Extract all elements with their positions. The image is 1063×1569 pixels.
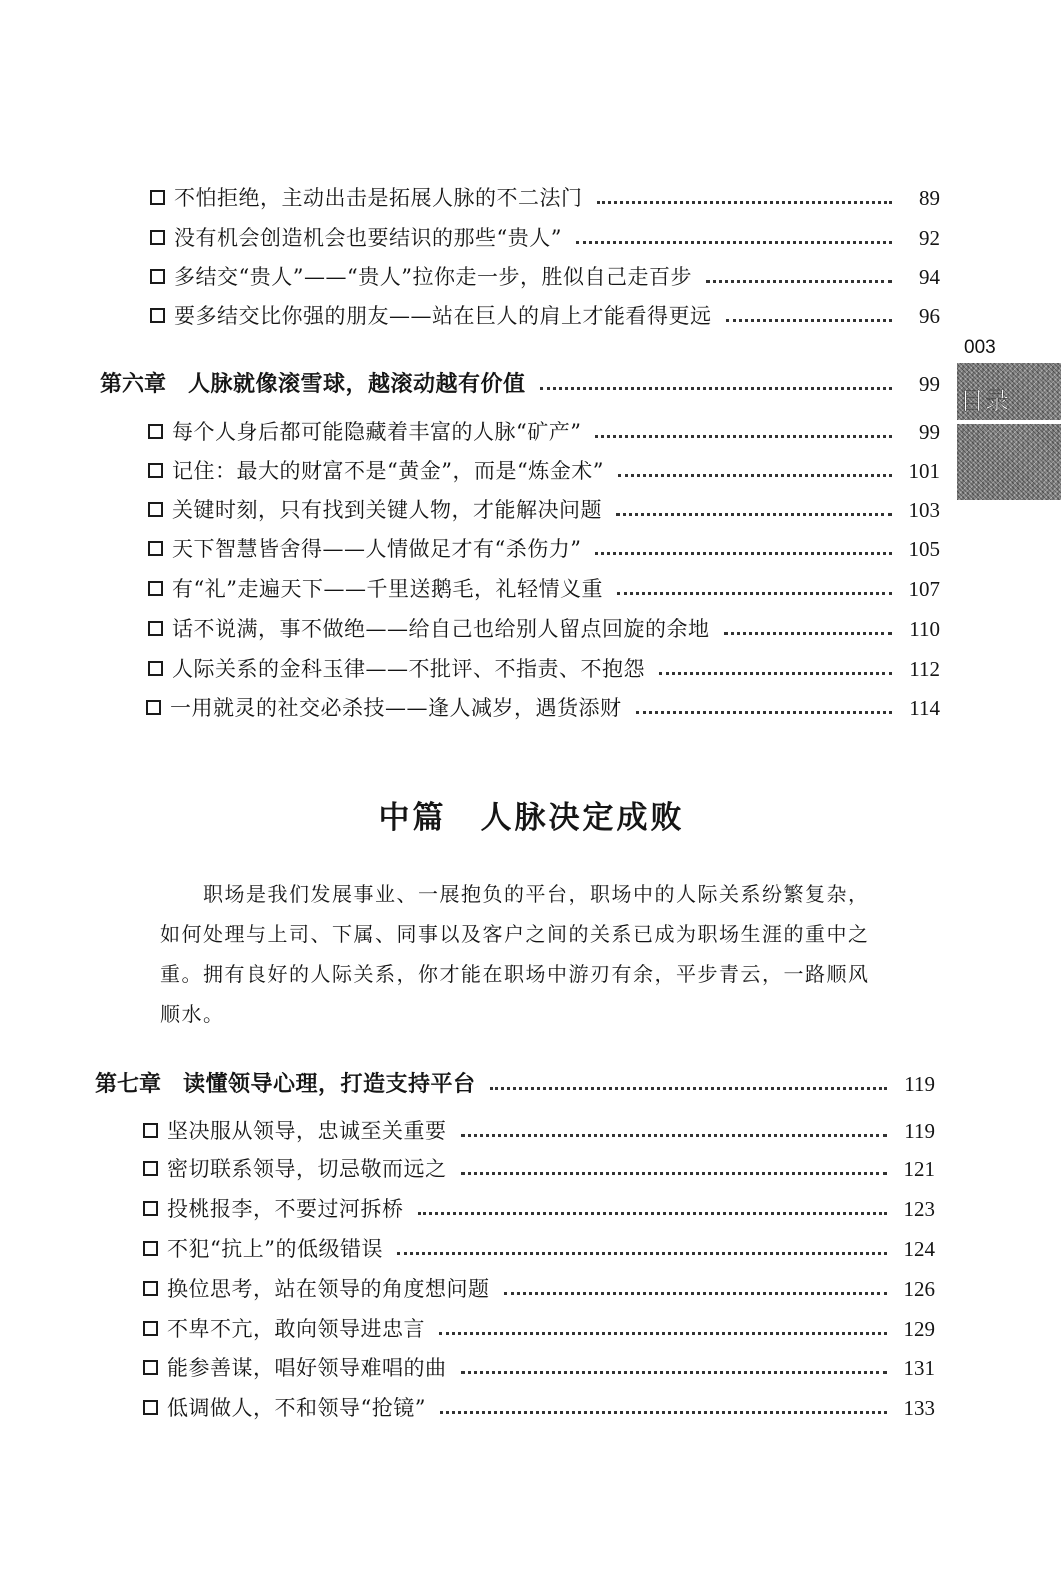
entry-page: 121: [903, 1157, 935, 1181]
chapter-page: 99: [919, 372, 940, 396]
dot-leader: [576, 241, 892, 244]
checkbox-icon: [143, 1281, 158, 1296]
entry-page: 99: [919, 420, 940, 444]
checkbox-icon: [143, 1241, 158, 1256]
entry-page: 89: [919, 186, 940, 210]
toc-entry[interactable]: [148, 533, 940, 565]
checkbox-icon: [150, 308, 165, 323]
checkbox-icon: [143, 1123, 158, 1138]
toc-entry[interactable]: [143, 1313, 935, 1345]
toc-entry[interactable]: [148, 613, 940, 645]
part-heading: [0, 792, 1063, 837]
dot-leader: [440, 1411, 887, 1414]
dot-leader: [724, 632, 893, 635]
checkbox-icon: [143, 1360, 158, 1375]
toc-entry[interactable]: [143, 1273, 935, 1305]
entry-page: 112: [909, 657, 940, 681]
dot-leader: [597, 201, 893, 204]
dot-leader: [461, 1172, 888, 1175]
entry-title: 多结交“贵人”——“贵人”拉你走一步，胜似自己走百步: [174, 265, 692, 289]
dot-leader: [659, 672, 892, 675]
entry-title: 不卑不亢，敢向领导进忠言: [167, 1317, 425, 1341]
entry-page: 107: [908, 577, 940, 601]
toc-entry[interactable]: [143, 1153, 935, 1185]
entry-page: 133: [903, 1396, 935, 1420]
entry-page: 124: [903, 1237, 935, 1261]
intro-paragraph: 职场是我们发展事业、一展抱负的平台，职场中的人际关系纷繁复杂，如何处理与上司、下属、同事以及客户之间的关系已成为职场生涯的重中之重。拥有良好的人际关系，你才能在职场中游刃有余，平步青云，一路顺风顺水。: [160, 882, 870, 1026]
checkbox-icon: [150, 190, 165, 205]
entry-page: 92: [919, 226, 940, 250]
toc-entry[interactable]: [148, 653, 940, 685]
entry-title: 记住：最大的财富不是“黄金”，而是“炼金术”: [172, 459, 604, 483]
checkbox-icon: [143, 1400, 158, 1415]
checkbox-icon: [143, 1161, 158, 1176]
chapter-title: 读懂领导心理，打造支持平台: [183, 1071, 476, 1097]
dot-leader: [439, 1332, 887, 1335]
chapter-heading[interactable]: [100, 368, 940, 400]
checkbox-icon: [148, 424, 163, 439]
section-tab-pattern: [957, 424, 1061, 500]
page-number: 003: [964, 337, 996, 358]
entry-page: 126: [903, 1277, 935, 1301]
checkbox-icon: [146, 700, 161, 715]
entry-title: 不犯“抗上”的低级错误: [167, 1237, 383, 1261]
dot-leader: [461, 1134, 888, 1137]
chapter-page: 119: [904, 1072, 935, 1096]
checkbox-icon: [148, 502, 163, 517]
part-title: 人脉决定成败: [480, 800, 685, 836]
dot-leader: [726, 319, 893, 322]
entry-page: 103: [908, 498, 940, 522]
entry-title: 要多结交比你强的朋友——站在巨人的肩上才能看得更远: [174, 304, 712, 328]
dot-leader: [418, 1212, 888, 1215]
entry-title: 投桃报李，不要过河拆桥: [167, 1197, 404, 1221]
checkbox-icon: [148, 621, 163, 636]
entry-page: 114: [909, 696, 940, 720]
chapter-number: 第七章: [95, 1071, 162, 1097]
entry-title: 天下智慧皆舍得——人情做足才有“杀伤力”: [172, 537, 582, 561]
entry-page: 110: [909, 617, 940, 641]
entry-title: 每个人身后都可能隐藏着丰富的人脉“矿产”: [172, 420, 582, 444]
checkbox-icon: [143, 1321, 158, 1336]
checkbox-icon: [148, 541, 163, 556]
dot-leader: [617, 592, 892, 595]
entry-title: 不怕拒绝，主动出击是拓展人脉的不二法门: [174, 186, 583, 210]
checkbox-icon: [150, 269, 165, 284]
checkbox-icon: [150, 230, 165, 245]
toc-entry[interactable]: [150, 222, 940, 254]
chapter-title: 人脉就像滚雪球，越滚动越有价值: [188, 371, 526, 397]
entry-title: 关键时刻，只有找到关键人物，才能解决问题: [172, 498, 602, 522]
part-label: 中篇: [378, 800, 447, 836]
toc-entry[interactable]: [143, 1392, 935, 1424]
entry-page: 119: [904, 1119, 935, 1143]
toc-entry[interactable]: [146, 692, 940, 724]
entry-title: 没有机会创造机会也要结识的那些“贵人”: [174, 226, 562, 250]
checkbox-icon: [148, 661, 163, 676]
entry-title: 话不说满，事不做绝——给自己也给别人留点回旋的余地: [172, 617, 710, 641]
toc-entry[interactable]: [143, 1193, 935, 1225]
checkbox-icon: [143, 1201, 158, 1216]
entry-page: 94: [919, 265, 940, 289]
entry-title: 一用就灵的社交必杀技——逢人减岁，遇货添财: [170, 696, 622, 720]
dot-leader: [636, 711, 893, 714]
toc-entry[interactable]: [150, 300, 940, 332]
entry-title: 密切联系领导，切忌敬而远之: [167, 1157, 447, 1181]
chapter-number: 第六章: [100, 371, 167, 397]
entry-page: 101: [908, 459, 940, 483]
entry-page: 131: [903, 1356, 935, 1380]
toc-entry[interactable]: [148, 416, 940, 448]
entry-title: 换位思考，站在领导的角度想问题: [167, 1277, 490, 1301]
toc-entry[interactable]: [143, 1233, 935, 1265]
dot-leader: [461, 1371, 888, 1374]
entry-page: 123: [903, 1197, 935, 1221]
entry-page: 96: [919, 304, 940, 328]
checkbox-icon: [148, 463, 163, 478]
section-tab-label: 目录: [960, 387, 1010, 415]
entry-title: 人际关系的金科玉律——不批评、不指责、不抱怨: [172, 657, 645, 681]
entry-page: 105: [908, 537, 940, 561]
dot-leader: [616, 513, 892, 516]
entry-title: 坚决服从领导，忠诚至关重要: [167, 1119, 447, 1143]
toc-entry[interactable]: [148, 455, 940, 487]
entry-title: 有“礼”走遍天下——千里送鹅毛，礼轻情义重: [172, 577, 603, 601]
dot-leader: [595, 435, 892, 438]
dot-leader: [490, 1087, 887, 1090]
chapter-heading[interactable]: [95, 1068, 935, 1100]
toc-entry[interactable]: [143, 1115, 935, 1147]
entry-page: 129: [903, 1317, 935, 1341]
dot-leader: [595, 552, 892, 555]
part-intro: [160, 874, 875, 1034]
dot-leader: [706, 280, 892, 283]
toc-entry[interactable]: [148, 494, 940, 526]
toc-entry[interactable]: [150, 261, 940, 293]
dot-leader: [504, 1292, 888, 1295]
entry-title: 能参善谋，唱好领导难唱的曲: [167, 1356, 447, 1380]
dot-leader: [397, 1252, 887, 1255]
toc-entry[interactable]: [150, 182, 940, 214]
dot-leader: [540, 387, 892, 390]
toc-entry[interactable]: [148, 573, 940, 605]
toc-entry[interactable]: [143, 1352, 935, 1384]
entry-title: 低调做人，不和领导“抢镜”: [167, 1396, 426, 1420]
dot-leader: [618, 474, 892, 477]
checkbox-icon: [148, 581, 163, 596]
